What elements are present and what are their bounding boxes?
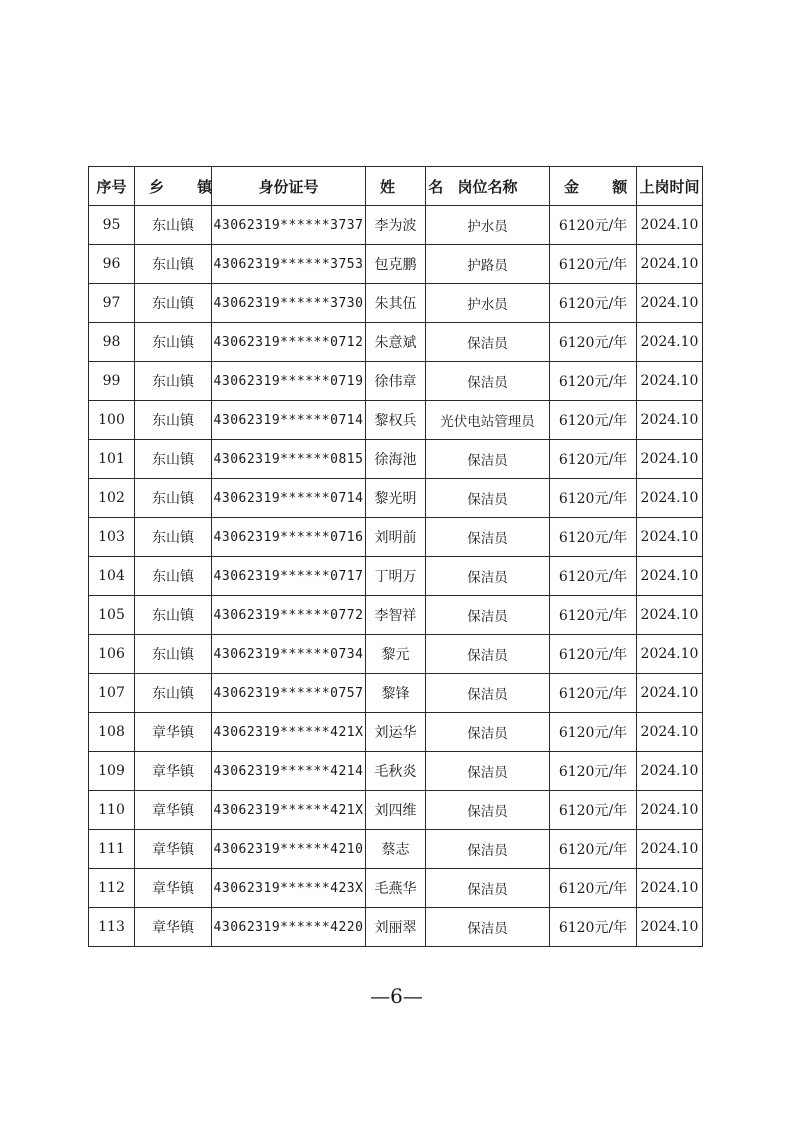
cell-seq: 111 xyxy=(89,830,135,869)
table-row xyxy=(89,284,703,323)
cell-id-number: 43062319******421X xyxy=(212,713,366,752)
cell-amount: 6120元/年 xyxy=(550,206,637,245)
cell-name: 徐海池 xyxy=(366,440,426,479)
cell-post: 护水员 xyxy=(426,206,550,245)
cell-seq: 110 xyxy=(89,791,135,830)
cell-start-date: 2024.10 xyxy=(637,206,703,245)
table-row xyxy=(89,752,703,791)
cell-start-date: 2024.10 xyxy=(637,713,703,752)
header-amount: 金 额 xyxy=(550,167,637,206)
cell-name: 黎元 xyxy=(366,635,426,674)
cell-id-number: 43062319******0734 xyxy=(212,635,366,674)
cell-seq: 99 xyxy=(89,362,135,401)
table-row xyxy=(89,245,703,284)
cell-amount: 6120元/年 xyxy=(550,596,637,635)
cell-township: 东山镇 xyxy=(135,674,212,713)
cell-post: 保洁员 xyxy=(426,323,550,362)
cell-post: 保洁员 xyxy=(426,518,550,557)
cell-start-date: 2024.10 xyxy=(637,869,703,908)
cell-township: 章华镇 xyxy=(135,791,212,830)
cell-post: 保洁员 xyxy=(426,674,550,713)
cell-township: 东山镇 xyxy=(135,635,212,674)
header-row xyxy=(89,167,703,206)
cell-name: 朱其伍 xyxy=(366,284,426,323)
cell-name: 徐伟章 xyxy=(366,362,426,401)
cell-post: 保洁员 xyxy=(426,596,550,635)
cell-amount: 6120元/年 xyxy=(550,635,637,674)
cell-seq: 103 xyxy=(89,518,135,557)
cell-id-number: 43062319******421X xyxy=(212,791,366,830)
header-post: 岗位名称 xyxy=(426,167,550,206)
cell-name: 毛燕华 xyxy=(366,869,426,908)
cell-seq: 107 xyxy=(89,674,135,713)
cell-seq: 104 xyxy=(89,557,135,596)
cell-seq: 100 xyxy=(89,401,135,440)
cell-amount: 6120元/年 xyxy=(550,791,637,830)
cell-township: 东山镇 xyxy=(135,284,212,323)
cell-id-number: 43062319******4214 xyxy=(212,752,366,791)
table-row xyxy=(89,323,703,362)
table-row xyxy=(89,479,703,518)
cell-post: 光伏电站管理员 xyxy=(426,401,550,440)
cell-seq: 106 xyxy=(89,635,135,674)
table-row xyxy=(89,596,703,635)
cell-seq: 109 xyxy=(89,752,135,791)
cell-seq: 108 xyxy=(89,713,135,752)
cell-seq: 96 xyxy=(89,245,135,284)
table-row xyxy=(89,362,703,401)
cell-id-number: 43062319******0772 xyxy=(212,596,366,635)
cell-id-number: 43062319******0714 xyxy=(212,479,366,518)
cell-start-date: 2024.10 xyxy=(637,323,703,362)
cell-post: 保洁员 xyxy=(426,479,550,518)
header-id-number: 身份证号 xyxy=(212,167,366,206)
table-row xyxy=(89,518,703,557)
cell-post: 保洁员 xyxy=(426,635,550,674)
cell-start-date: 2024.10 xyxy=(637,908,703,947)
cell-seq: 101 xyxy=(89,440,135,479)
cell-amount: 6120元/年 xyxy=(550,401,637,440)
cell-name: 李为波 xyxy=(366,206,426,245)
cell-township: 章华镇 xyxy=(135,908,212,947)
cell-post: 保洁员 xyxy=(426,752,550,791)
cell-name: 李智祥 xyxy=(366,596,426,635)
cell-township: 章华镇 xyxy=(135,830,212,869)
table-row xyxy=(89,908,703,947)
cell-township: 东山镇 xyxy=(135,557,212,596)
cell-post: 保洁员 xyxy=(426,713,550,752)
cell-township: 章华镇 xyxy=(135,713,212,752)
cell-township: 章华镇 xyxy=(135,752,212,791)
cell-name: 刘四维 xyxy=(366,791,426,830)
cell-id-number: 43062319******0716 xyxy=(212,518,366,557)
cell-township: 东山镇 xyxy=(135,401,212,440)
cell-amount: 6120元/年 xyxy=(550,245,637,284)
cell-amount: 6120元/年 xyxy=(550,284,637,323)
cell-seq: 105 xyxy=(89,596,135,635)
cell-start-date: 2024.10 xyxy=(637,479,703,518)
cell-id-number: 43062319******0717 xyxy=(212,557,366,596)
cell-name: 包克鹏 xyxy=(366,245,426,284)
cell-start-date: 2024.10 xyxy=(637,791,703,830)
cell-post: 护路员 xyxy=(426,245,550,284)
cell-name: 丁明万 xyxy=(366,557,426,596)
cell-start-date: 2024.10 xyxy=(637,830,703,869)
cell-post: 保洁员 xyxy=(426,869,550,908)
cell-start-date: 2024.10 xyxy=(637,674,703,713)
cell-name: 刘丽翠 xyxy=(366,908,426,947)
cell-name: 黎光明 xyxy=(366,479,426,518)
roster-table xyxy=(88,166,703,947)
cell-name: 黎锋 xyxy=(366,674,426,713)
cell-post: 保洁员 xyxy=(426,557,550,596)
table-row xyxy=(89,440,703,479)
table-row xyxy=(89,557,703,596)
cell-start-date: 2024.10 xyxy=(637,440,703,479)
table-row xyxy=(89,674,703,713)
cell-amount: 6120元/年 xyxy=(550,323,637,362)
cell-start-date: 2024.10 xyxy=(637,518,703,557)
table-row xyxy=(89,635,703,674)
table-row xyxy=(89,206,703,245)
table-row xyxy=(89,830,703,869)
cell-name: 刘明前 xyxy=(366,518,426,557)
cell-post: 保洁员 xyxy=(426,791,550,830)
cell-id-number: 43062319******4210 xyxy=(212,830,366,869)
cell-township: 东山镇 xyxy=(135,440,212,479)
cell-amount: 6120元/年 xyxy=(550,518,637,557)
cell-amount: 6120元/年 xyxy=(550,869,637,908)
header-name: 姓 名 xyxy=(366,167,426,206)
cell-seq: 112 xyxy=(89,869,135,908)
table-row xyxy=(89,869,703,908)
cell-id-number: 43062319******3753 xyxy=(212,245,366,284)
table-header xyxy=(89,167,703,206)
cell-post: 保洁员 xyxy=(426,908,550,947)
cell-id-number: 43062319******0815 xyxy=(212,440,366,479)
cell-start-date: 2024.10 xyxy=(637,596,703,635)
cell-id-number: 43062319******0757 xyxy=(212,674,366,713)
cell-id-number: 43062319******0714 xyxy=(212,401,366,440)
cell-township: 章华镇 xyxy=(135,869,212,908)
cell-amount: 6120元/年 xyxy=(550,557,637,596)
cell-amount: 6120元/年 xyxy=(550,362,637,401)
header-seq: 序号 xyxy=(89,167,135,206)
cell-township: 东山镇 xyxy=(135,479,212,518)
header-township: 乡 镇 xyxy=(135,167,212,206)
cell-start-date: 2024.10 xyxy=(637,752,703,791)
cell-start-date: 2024.10 xyxy=(637,362,703,401)
cell-seq: 113 xyxy=(89,908,135,947)
cell-start-date: 2024.10 xyxy=(637,245,703,284)
cell-name: 毛秋炎 xyxy=(366,752,426,791)
cell-post: 护水员 xyxy=(426,284,550,323)
cell-seq: 95 xyxy=(89,206,135,245)
cell-id-number: 43062319******0719 xyxy=(212,362,366,401)
cell-amount: 6120元/年 xyxy=(550,440,637,479)
cell-township: 东山镇 xyxy=(135,323,212,362)
cell-seq: 97 xyxy=(89,284,135,323)
cell-post: 保洁员 xyxy=(426,830,550,869)
cell-id-number: 43062319******423X xyxy=(212,869,366,908)
cell-id-number: 43062319******0712 xyxy=(212,323,366,362)
cell-start-date: 2024.10 xyxy=(637,284,703,323)
cell-post: 保洁员 xyxy=(426,440,550,479)
cell-start-date: 2024.10 xyxy=(637,557,703,596)
table-row xyxy=(89,401,703,440)
cell-id-number: 43062319******3737 xyxy=(212,206,366,245)
table-body xyxy=(89,206,703,947)
cell-seq: 98 xyxy=(89,323,135,362)
header-start-date: 上岗时间 xyxy=(637,167,703,206)
cell-township: 东山镇 xyxy=(135,518,212,557)
table-row xyxy=(89,791,703,830)
cell-amount: 6120元/年 xyxy=(550,479,637,518)
cell-name: 朱意斌 xyxy=(366,323,426,362)
cell-township: 东山镇 xyxy=(135,206,212,245)
cell-start-date: 2024.10 xyxy=(637,401,703,440)
cell-name: 蔡志 xyxy=(366,830,426,869)
cell-amount: 6120元/年 xyxy=(550,908,637,947)
cell-amount: 6120元/年 xyxy=(550,752,637,791)
cell-name: 黎权兵 xyxy=(366,401,426,440)
page-number: —6— xyxy=(370,984,423,1008)
cell-amount: 6120元/年 xyxy=(550,674,637,713)
cell-name: 刘运华 xyxy=(366,713,426,752)
cell-township: 东山镇 xyxy=(135,362,212,401)
cell-id-number: 43062319******4220 xyxy=(212,908,366,947)
cell-seq: 102 xyxy=(89,479,135,518)
cell-amount: 6120元/年 xyxy=(550,830,637,869)
cell-post: 保洁员 xyxy=(426,362,550,401)
cell-id-number: 43062319******3730 xyxy=(212,284,366,323)
cell-township: 东山镇 xyxy=(135,245,212,284)
table-row xyxy=(89,713,703,752)
cell-township: 东山镇 xyxy=(135,596,212,635)
cell-start-date: 2024.10 xyxy=(637,635,703,674)
cell-amount: 6120元/年 xyxy=(550,713,637,752)
